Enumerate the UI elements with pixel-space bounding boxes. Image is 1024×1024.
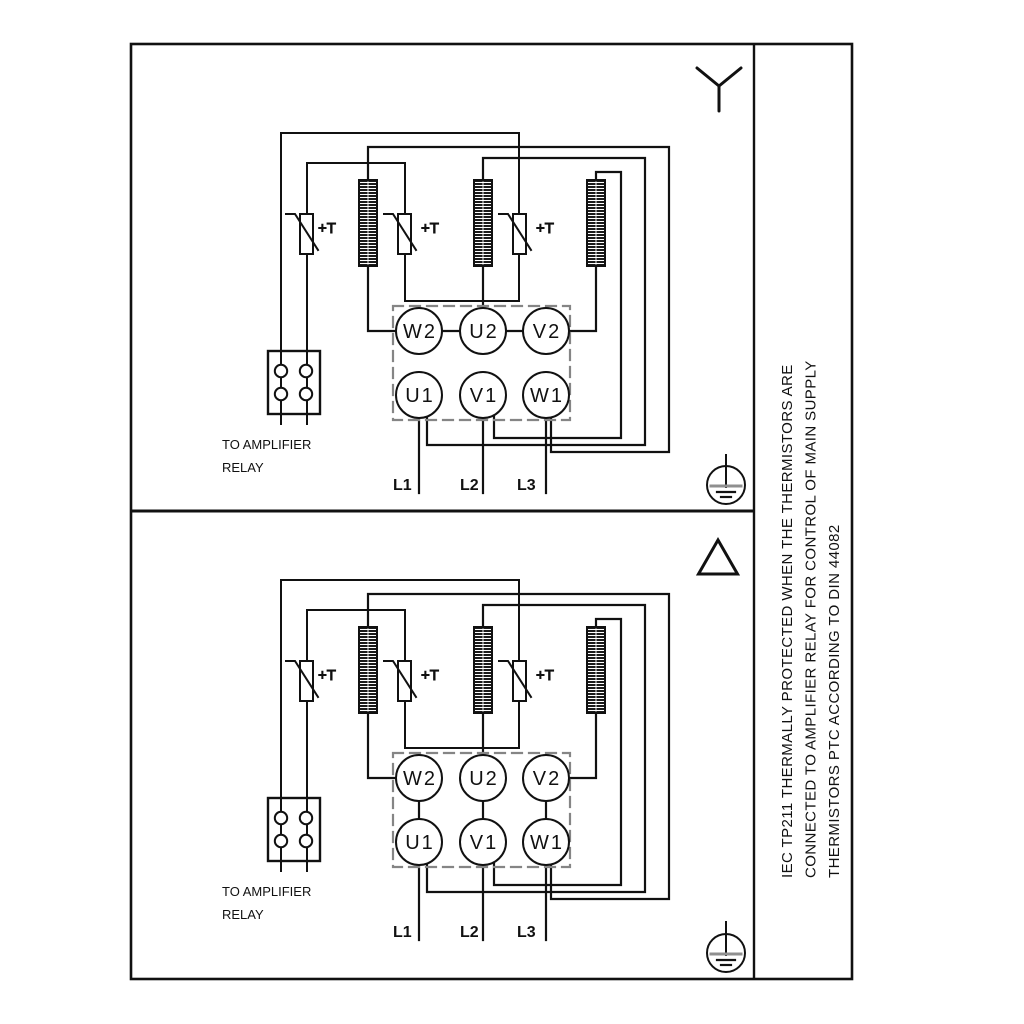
terminal-label: W1: [530, 832, 564, 854]
star-icon: [697, 68, 741, 111]
terminal-label: V2: [532, 768, 562, 790]
thermistor-icon: [286, 661, 318, 701]
thermistor-label: +T: [536, 220, 554, 237]
terminal-label: V2: [532, 321, 562, 343]
star-panel: [222, 68, 745, 504]
ground-icon: [707, 455, 745, 504]
thermistor-label: +T: [318, 667, 336, 684]
thermistor-label: +T: [421, 667, 439, 684]
relay-terminal: [275, 812, 287, 824]
side-note-line-1: IEC TP211 THERMALLY PROTECTED WHEN THE THERMISTORS ARE: [779, 364, 796, 878]
terminal-label: V1: [469, 832, 499, 854]
thermistor-icon: [499, 214, 531, 254]
thermistor-label: +T: [318, 220, 336, 237]
relay-terminal-box: [222, 351, 320, 475]
stator-windings: [359, 627, 605, 713]
side-note-line-2: CONNECTED TO AMPLIFIER RELAY FOR CONTROL OF MAIN SUPPLY: [802, 360, 820, 878]
relay-terminal: [300, 388, 312, 400]
relay-terminal: [300, 365, 312, 377]
relay-terminal-box: [222, 798, 320, 922]
wire: [405, 254, 519, 301]
thermistor-icon: [384, 214, 416, 254]
thermistor-label: +T: [536, 667, 554, 684]
relay-note-line: RELAY: [222, 907, 264, 922]
terminal-board: [393, 306, 570, 420]
relay-terminal: [275, 835, 287, 847]
relay-note-line: RELAY: [222, 460, 264, 475]
thermistor-icon: [384, 661, 416, 701]
terminal-label: U1: [405, 385, 435, 407]
relay-note-line: TO AMPLIFIER: [222, 884, 312, 899]
side-note-strip: [779, 360, 843, 878]
terminal-label: V1: [469, 385, 499, 407]
terminal-label: W1: [530, 385, 564, 407]
ground-icon: [707, 922, 745, 972]
wire: [368, 713, 396, 778]
wire: [368, 266, 396, 331]
relay-terminal: [300, 835, 312, 847]
wire: [405, 701, 519, 748]
thermistor-icon: [499, 661, 531, 701]
terminal-label: W2: [403, 768, 437, 790]
relay-note-line: TO AMPLIFIER: [222, 437, 312, 452]
thermistors: [286, 214, 554, 254]
relay-terminal: [275, 388, 287, 400]
wire: [569, 713, 596, 778]
relay-terminal: [300, 812, 312, 824]
terminal-label: W2: [403, 321, 437, 343]
thermistors: [286, 661, 554, 701]
delta-icon: [699, 540, 738, 574]
relay-terminal: [275, 365, 287, 377]
wire: [307, 610, 405, 661]
wire: [307, 163, 405, 214]
stator-windings: [359, 180, 605, 266]
delta-panel: [222, 540, 745, 972]
phase-label-l1: L1: [393, 477, 412, 494]
phase-label-l2: L2: [460, 477, 479, 494]
side-note-line-3: THERMISTORS PTC ACCORDING TO DIN 44082: [826, 524, 843, 878]
phase-label-l3: L3: [517, 477, 536, 494]
terminal-label: U2: [469, 768, 499, 790]
wire: [569, 266, 596, 331]
terminal-label: U2: [469, 321, 499, 343]
phase-label-l1: L1: [393, 924, 412, 941]
thermistor-label: +T: [421, 220, 439, 237]
phase-label-l3: L3: [517, 924, 536, 941]
thermistor-icon: [286, 214, 318, 254]
phase-label-l2: L2: [460, 924, 479, 941]
terminal-label: U1: [405, 832, 435, 854]
